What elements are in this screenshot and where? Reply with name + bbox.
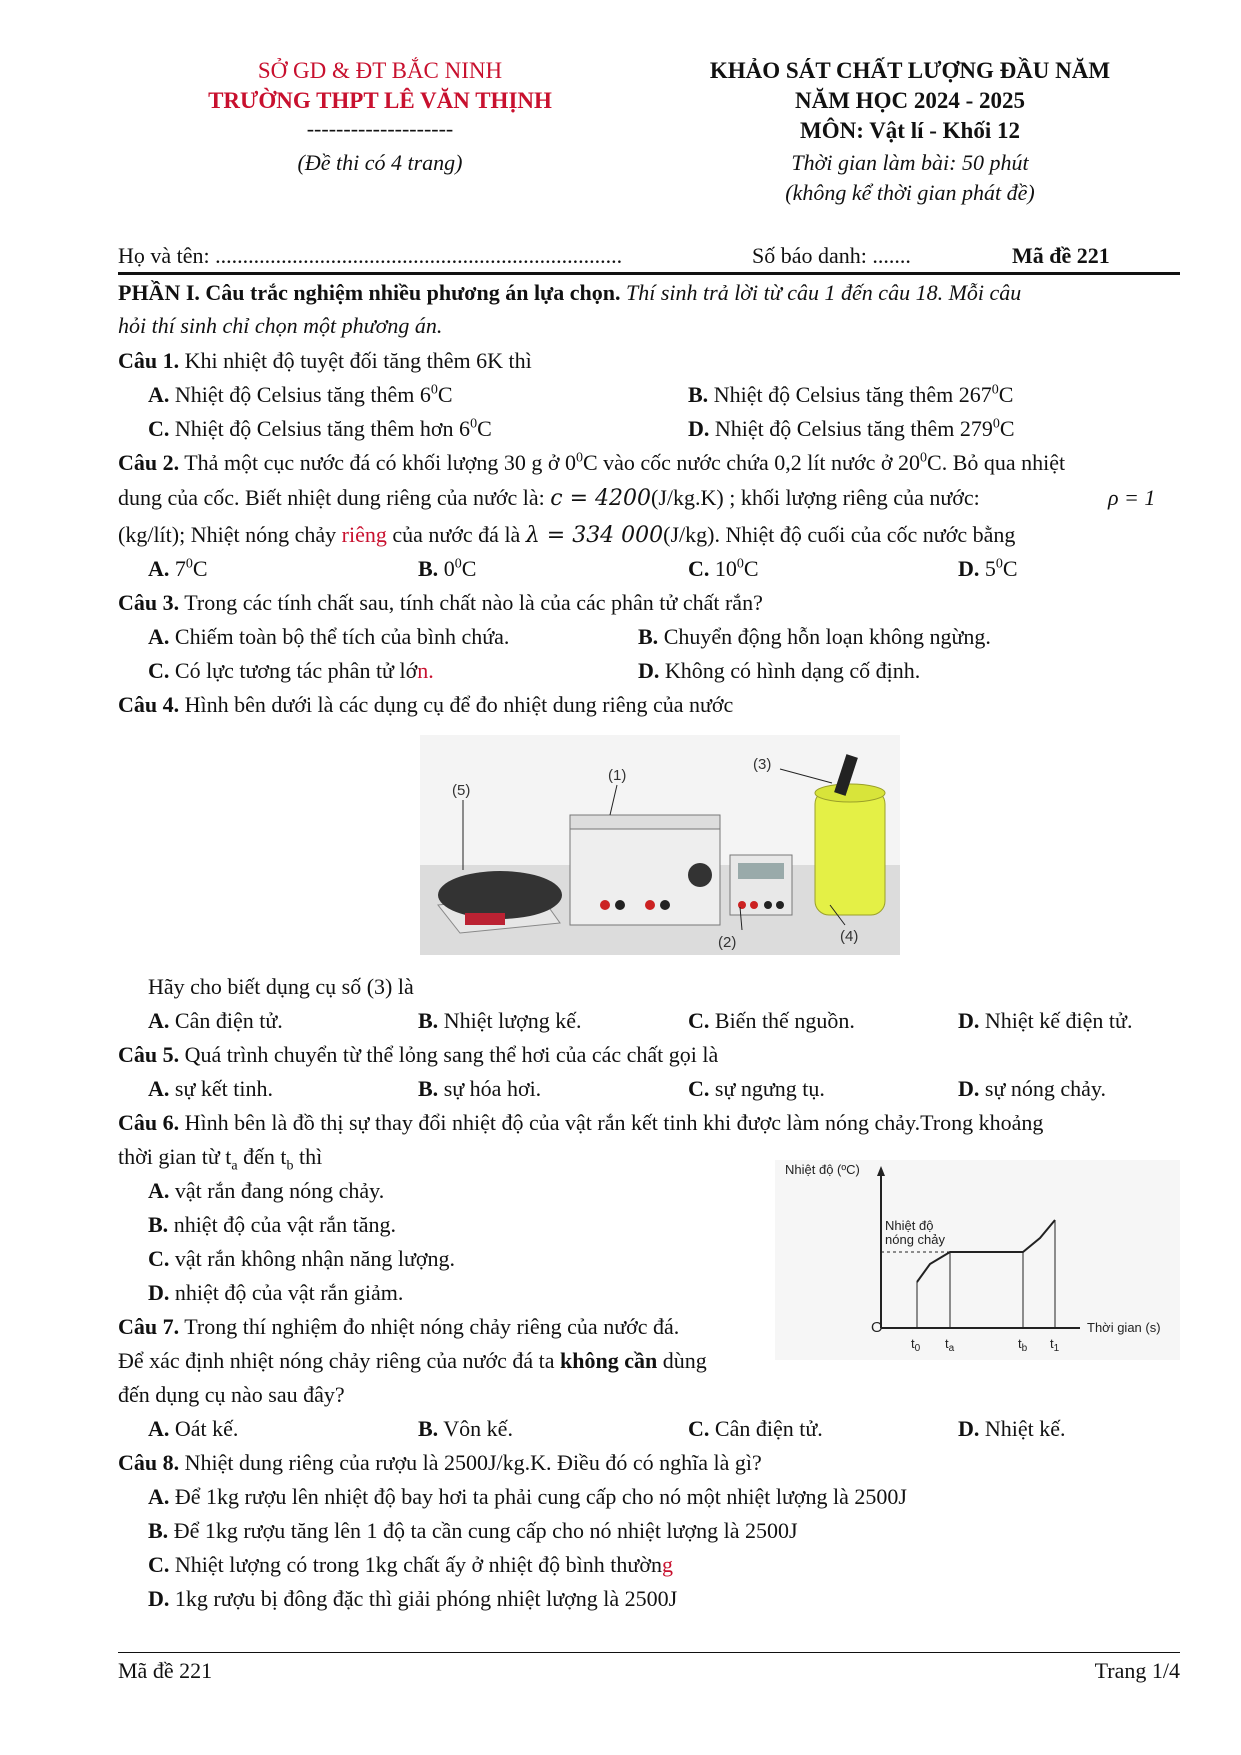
- q5-option-b[interactable]: B. sự hóa hơi.: [418, 1076, 542, 1101]
- question-4-ask: Hãy cho biết dụng cụ số (3) là: [148, 974, 414, 999]
- question-3: Câu 3. Trong các tính chất sau, tính chất nào là của các phân tử chất rắn?: [118, 590, 763, 615]
- dept-name: SỞ GD & ĐT BẮC NINH: [257, 58, 503, 83]
- q1-option-c[interactable]: C. Nhiệt độ Celsius tăng thêm hơn $6^0C$: [148, 416, 492, 441]
- question-2-line-2: dung của cốc. Biết nhiệt dung riêng của nước là: c = 4200(J/kg.K) ; khối lượng riêng của nước: ρ = 1: [118, 485, 1156, 511]
- page-number: Trang 1/4: [1094, 1658, 1180, 1683]
- fig-label-3: (3): [753, 756, 772, 773]
- question-5: Câu 5. Quá trình chuyển từ thể lỏng sang thể hơi của các chất gọi là: [118, 1042, 719, 1067]
- q7-option-a[interactable]: A. Oát kế.: [148, 1416, 239, 1441]
- q6-option-d[interactable]: D. nhiệt độ của vật rắn giảm.: [148, 1280, 404, 1305]
- question-text: Khi nhiệt độ tuyệt đối tăng thêm 6K thì: [184, 348, 532, 373]
- melting-annotation-2: nóng chảy: [885, 1232, 945, 1247]
- joulemeter-icon: [730, 855, 792, 915]
- fig-label-2: (2): [718, 934, 737, 951]
- exam-title: KHẢO SÁT CHẤT LƯỢNG ĐẦU NĂM: [709, 58, 1111, 83]
- q7-option-d[interactable]: D. Nhiệt kế.: [958, 1416, 1066, 1441]
- q7-option-b[interactable]: B. Vôn kế.: [418, 1416, 513, 1441]
- q6-option-c[interactable]: C. vật rắn không nhận năng lượng.: [148, 1246, 456, 1271]
- lab-apparatus-figure: [420, 735, 900, 955]
- q4-option-d[interactable]: D. Nhiệt kế điện tử.: [958, 1008, 1133, 1033]
- q6-option-a[interactable]: A. vật rắn đang nóng chảy.: [148, 1178, 385, 1203]
- q8-option-a[interactable]: A. Để 1kg rượu lên nhiệt độ bay hơi ta phải cung cấp cho nó một nhiệt lượng là 2500J: [148, 1484, 907, 1509]
- x-axis-label: Thời gian (s): [1087, 1320, 1161, 1335]
- part-title: PHẦN I. Câu trắc nghiệm nhiều phương án lựa chọn.: [118, 280, 621, 305]
- question-2: Câu 2. Thả một cục nước đá có khối lượng 30 g ở $0^0C$ vào cốc nước chứa 0,2 lít nước ở $20^0C$. Bỏ qua nhiệt: [118, 450, 1066, 475]
- header-rule: [118, 272, 1180, 275]
- q2-option-c[interactable]: C. $10^0C$: [688, 556, 759, 581]
- q3-option-b[interactable]: B. Chuyển động hỗn loạn không ngừng.: [638, 624, 991, 649]
- fig-label-4: (4): [840, 928, 859, 945]
- question-label: Câu 1.: [118, 348, 180, 373]
- q2-option-d[interactable]: D. $5^0C$: [958, 556, 1018, 581]
- q3-option-a[interactable]: A. Chiếm toàn bộ thể tích của bình chứa.: [148, 624, 510, 649]
- question-7: Câu 7. Trong thí nghiệm đo nhiệt nóng chảy riêng của nước đá.: [118, 1314, 680, 1339]
- q4-option-a[interactable]: A. Cân điện tử.: [148, 1008, 283, 1033]
- q6-option-b[interactable]: B. nhiệt độ của vật rắn tăng.: [148, 1212, 397, 1237]
- header-dashes: --------------------: [306, 116, 454, 141]
- power-supply-icon: [570, 815, 720, 925]
- q4-option-c[interactable]: C. Biến thế nguồn.: [688, 1008, 855, 1033]
- q8-option-d[interactable]: D. 1kg rượu bị đông đặc thì giải phóng nhiệt lượng là 2500J: [148, 1586, 678, 1611]
- time-limit: Thời gian làm bài: 50 phút: [791, 150, 1029, 175]
- tick-tb: $t_b$: [1018, 1336, 1028, 1354]
- tick-t0: $t_0$: [911, 1336, 921, 1354]
- q5-option-a[interactable]: A. sự kết tinh.: [148, 1076, 273, 1101]
- melting-annotation-1: Nhiệt độ: [885, 1218, 934, 1233]
- origin-label: O: [871, 1319, 883, 1336]
- fig-label-1: (1): [608, 767, 627, 784]
- q2-option-b[interactable]: B. $0^0C$: [418, 556, 477, 581]
- exam-code: Mã đề 221: [1012, 243, 1110, 268]
- q1-option-b[interactable]: B. Nhiệt độ Celsius tăng thêm $267^0C$: [688, 382, 1014, 407]
- question-4: Câu 4. Hình bên dưới là các dụng cụ để đo nhiệt dung riêng của nước: [118, 692, 734, 717]
- school-name: TRƯỜNG THPT LÊ VĂN THỊNH: [208, 88, 552, 113]
- q1-option-d[interactable]: D. Nhiệt độ Celsius tăng thêm $279^0C$: [688, 416, 1015, 441]
- part-instruction: Thí sinh trả lời từ câu 1 đến câu 18. Mỗi câu: [626, 280, 1022, 305]
- question-7-line-2: Để xác định nhiệt nóng chảy riêng của nước đá ta không cần dùng: [118, 1348, 707, 1373]
- q3-option-c[interactable]: C. Có lực tương tác phân tử lớn.: [148, 658, 434, 683]
- q7-option-c[interactable]: C. Cân điện tử.: [688, 1416, 823, 1441]
- student-name-field: Họ và tên: ..........................................................................: [118, 243, 623, 268]
- tick-ta: $t_a$: [945, 1336, 955, 1354]
- question-6-line-2: thời gian từ $t_a$ đến $t_b$ thì: [118, 1144, 323, 1174]
- candidate-number-field: Số báo danh: .......: [752, 243, 911, 268]
- question-2-line-3: (kg/lít); Nhiệt nóng chảy riêng của nước đá là λ = 334 000(J/kg). Nhiệt độ cuối của cốc nước bằng: [118, 522, 1016, 548]
- q5-option-c[interactable]: C. sự ngưng tụ.: [688, 1076, 825, 1101]
- q1-option-a[interactable]: A. Nhiệt độ Celsius tăng thêm $6^0C$: [148, 382, 453, 407]
- q8-option-c[interactable]: C. Nhiệt lượng có trong 1kg chất ấy ở nhiệt độ bình thường: [148, 1552, 673, 1577]
- part-instruction-2: hỏi thí sinh chỉ chọn một phương án.: [118, 313, 443, 338]
- footer-rule: [118, 1652, 1180, 1653]
- y-axis-label: Nhiệt độ (ºC): [785, 1162, 860, 1177]
- subject: MÔN: Vật lí - Khối 12: [800, 118, 1020, 143]
- question-7-line-3: đến dụng cụ nào sau đây?: [118, 1382, 345, 1407]
- q8-option-b[interactable]: B. Để 1kg rượu tăng lên 1 độ ta cần cung cấp cho nó nhiệt lượng là 2500J: [148, 1518, 798, 1543]
- q4-option-b[interactable]: B. Nhiệt lượng kế.: [418, 1008, 582, 1033]
- tick-t1: $t_1$: [1050, 1336, 1060, 1354]
- school-year: NĂM HỌC 2024 - 2025: [795, 88, 1025, 113]
- q2-option-a[interactable]: A. $7^0C$: [148, 556, 208, 581]
- footer-exam-code: Mã đề 221: [118, 1658, 213, 1683]
- page-count-note: (Đề thi có 4 trang): [297, 150, 463, 175]
- electronic-scale-icon: [438, 871, 562, 933]
- melting-graph: [775, 1160, 1180, 1360]
- question-1: [118, 348, 532, 374]
- question-6: Câu 6. Hình bên là đồ thị sự thay đổi nhiệt độ của vật rắn kết tinh khi được làm nóng chảy.Trong khoảng: [118, 1110, 1044, 1135]
- time-note: (không kể thời gian phát đề): [785, 180, 1035, 205]
- question-8: Câu 8. Nhiệt dung riêng của rượu là 2500J/kg.K. Điều đó có nghĩa là gì?: [118, 1450, 762, 1475]
- part-title-line: [118, 280, 1021, 306]
- q3-option-d[interactable]: D. Không có hình dạng cố định.: [638, 658, 921, 683]
- fig-label-5: (5): [452, 782, 471, 799]
- q5-option-d[interactable]: D. sự nóng chảy.: [958, 1076, 1106, 1101]
